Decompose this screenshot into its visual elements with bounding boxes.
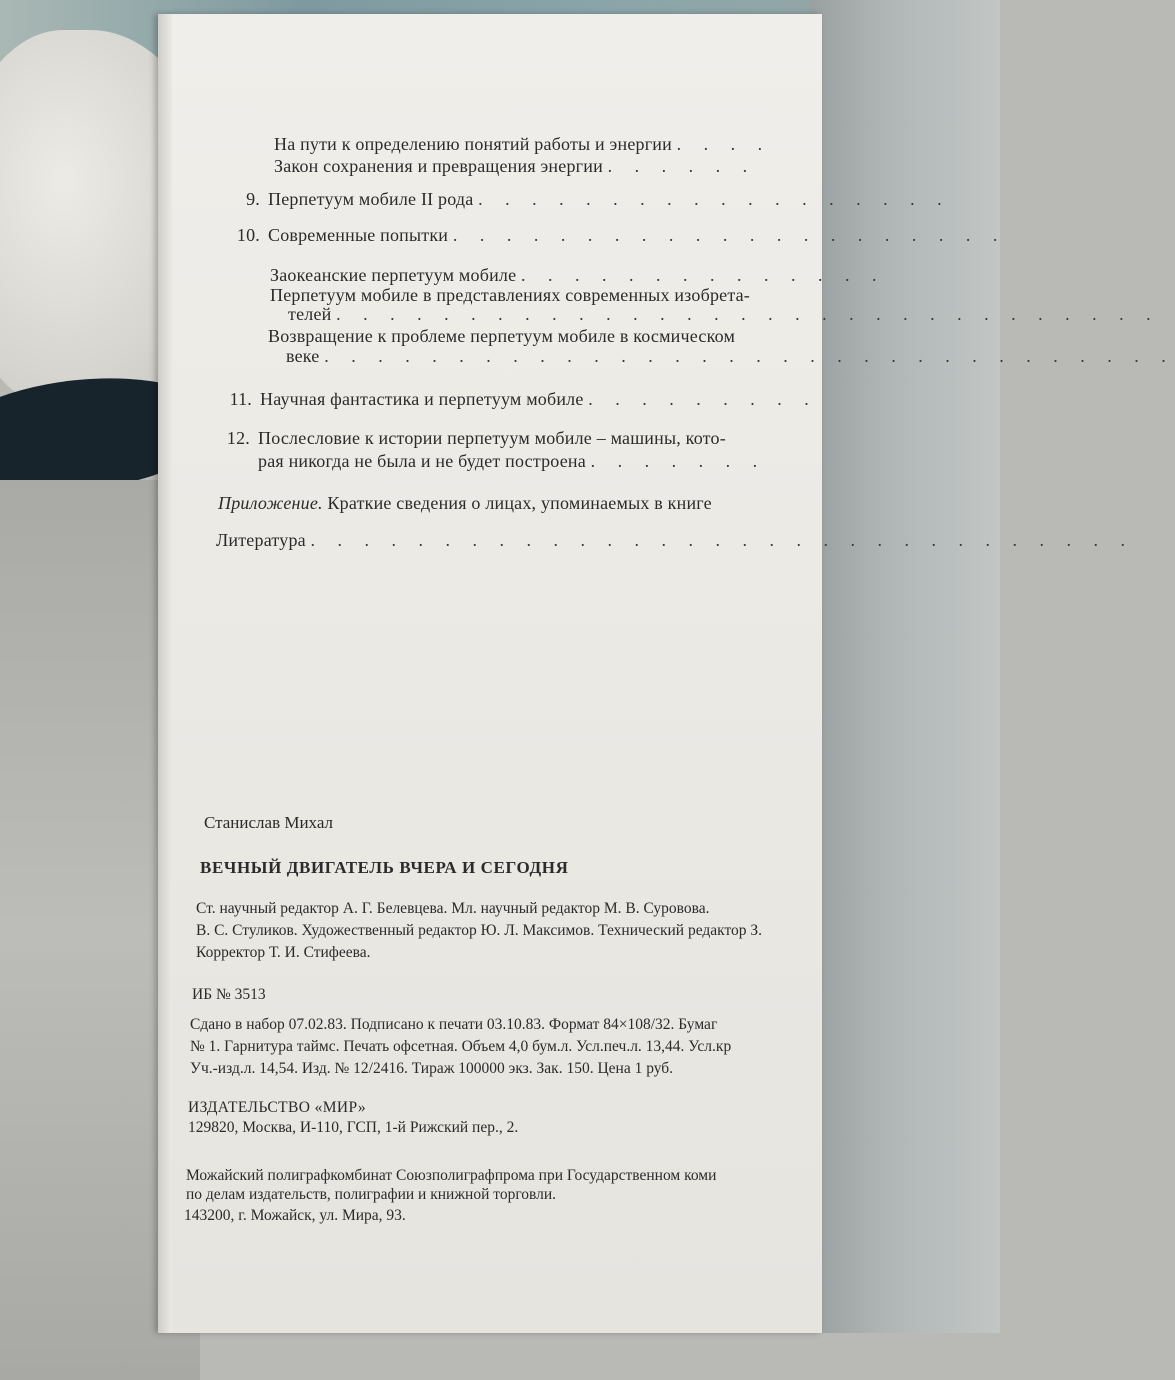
toc-entry: телей . . . . . . . . . . . . . . . . . . . . . . . . . . . . . . . — [288, 304, 1160, 324]
publisher-name: ИЗДАТЕЛЬСТВО «МИР» — [188, 1099, 367, 1116]
printer-line: по делам издательств, полиграфии и книжной торговли. — [186, 1186, 557, 1203]
toc-entry: Возвращение к проблеме перпетуум мобиле в космическом — [268, 326, 736, 346]
printer-line: Можайский полиграфкомбинат Союзполиграфпрома при Государственном коми — [186, 1167, 717, 1184]
toc-entry: веке . . . . . . . . . . . . . . . . . . . . . . . . . . . . . . . . — [286, 346, 1175, 366]
publisher-address: 129820, Москва, И-110, ГСП, 1-й Рижский пер., 2. — [188, 1119, 519, 1136]
appendix-label: Приложение. — [218, 493, 323, 513]
toc-number: 12. — [226, 428, 250, 448]
toc-number: 11. — [229, 389, 252, 409]
toc-entry: Перпетуум мобиле в представлениях современных изобрета- — [270, 285, 751, 305]
toc-entry: 9. Перпетуум мобиле II рода . . . . . . . . . . . . . . . . . . — [246, 189, 951, 209]
toc-number: 10. — [236, 225, 260, 245]
page-spine-shadow — [158, 14, 172, 1333]
editors-line: Ст. научный редактор А. Г. Белевцева. Мл. научный редактор М. В. Суровова. — [196, 900, 710, 917]
toc-entry: Приложение. Краткие сведения о лицах, упоминаемых в книге — [218, 493, 712, 513]
print-details-line: Уч.-изд.л. 14,54. Изд. № 12/2416. Тираж 100000 экз. Зак. 150. Цена 1 руб. — [190, 1060, 674, 1077]
toc-entry: Заокеанские перпетуум мобиле . . . . . . . . . . . . . . — [270, 265, 886, 285]
printer-line: 143200, г. Можайск, ул. Мира, 93. — [184, 1207, 406, 1224]
toc-entry: 11. Научная фантастика и перпетуум мобиле . . . . . . . . . — [229, 389, 818, 409]
book-title: ВЕЧНЫЙ ДВИГАТЕЛЬ ВЧЕРА И СЕГОДНЯ — [200, 858, 569, 877]
toc-entry: 12. Послесловие к истории перпетуум мобиле – машины, кото- — [226, 428, 726, 448]
ib-number: ИБ № 3513 — [192, 986, 266, 1003]
toc-entry: рая никогда не была и не будет построена . . . . . . . — [258, 451, 767, 471]
editors-line: В. С. Стуликов. Художественный редактор Ю. Л. Максимов. Технический редактор З. — [196, 922, 763, 939]
print-details-line: Сдано в набор 07.02.83. Подписано к печати 03.10.83. Формат 84×108/32. Бумаг — [190, 1016, 718, 1033]
toc-entry: Закон сохранения и превращения энергии . . . . . . — [274, 156, 757, 176]
toc-entry: На пути к определению понятий работы и энергии . . . . — [274, 134, 772, 154]
editors-line: Корректор Т. И. Стифеева. — [196, 944, 371, 961]
toc-entry: Литература . . . . . . . . . . . . . . . . . . . . . . . . . . . . . . . — [216, 530, 1135, 550]
toc-number: 9. — [246, 189, 260, 209]
print-details-line: № 1. Гарнитура таймс. Печать офсетная. Объем 4,0 бум.л. Усл.печ.л. 13,44. Усл.кр — [190, 1038, 732, 1055]
toc-entry: 10. Современные попытки . . . . . . . . . . . . . . . . . . . . . — [236, 225, 1007, 245]
book-page — [158, 14, 1175, 1333]
author-name: Станислав Михал — [204, 813, 334, 832]
